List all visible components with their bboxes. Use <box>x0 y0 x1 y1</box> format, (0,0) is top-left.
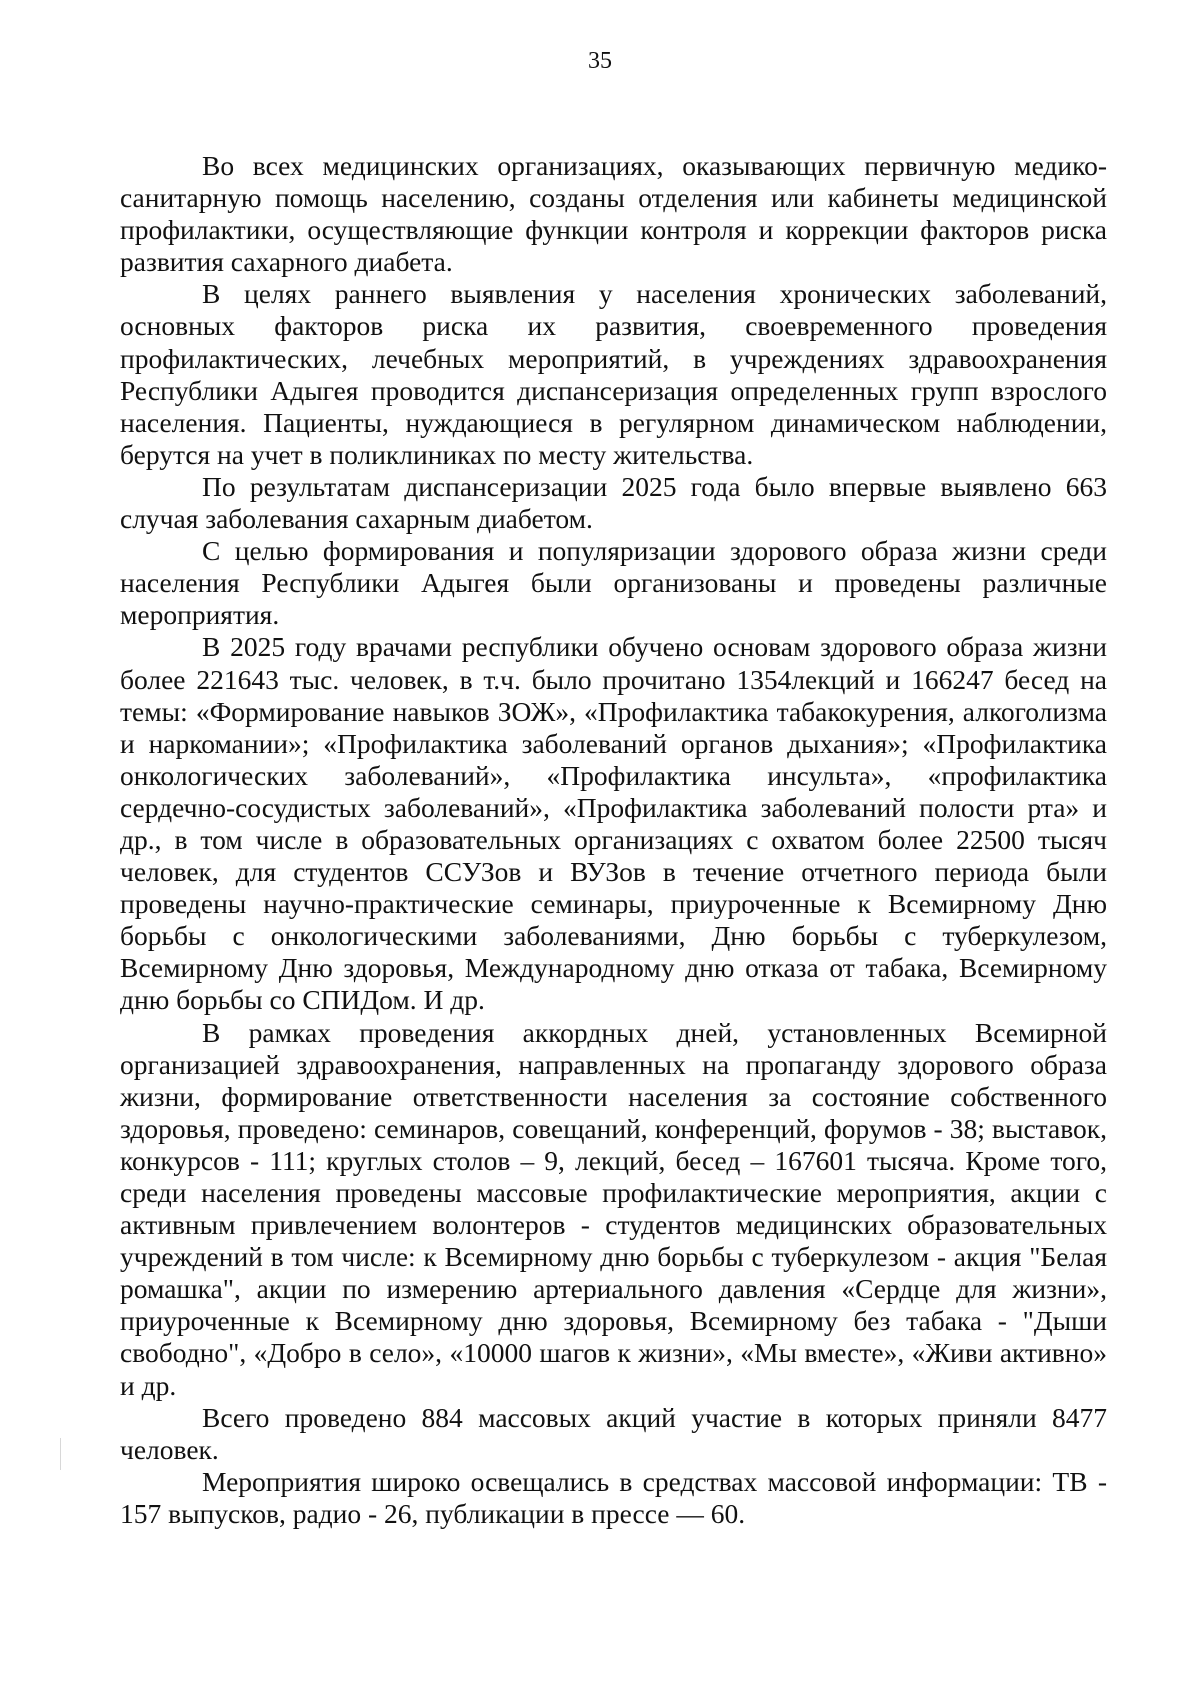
paragraph-lectures-and-talks: В 2025 году врачами республики обучено основам здорового образа жизни более 221643 тыс. человек, в т.ч. было прочитано 1354лекций и 166247 бесед на темы: «Формирование навыков ЗОЖ», «Профилактика табакокурения, алкоголизма и наркомании»; «Профилактика заболеваний органов дыхания»; «Профилактика онкологических заболеваний», «Профилактика инсульта», «профилактика сердечно-сосудистых заболеваний», «Профилактика заболеваний полости рта» и др., в том числе в образовательных организациях с охватом более 22500 тысяч человек, для студентов ССУЗов и ВУЗов в течение отчетного периода были проведены научно-практические семинары, приуроченные к Всемирному Дню борьбы с онкологическими заболеваниями, Дню борьбы с туберкулезом, Всемирному Дню здоровья, Международному дню отказа от табака, Всемирному дню борьбы со СПИДом. И др. <box>120 631 1107 1016</box>
paragraph-healthy-lifestyle-events: С целью формирования и популяризации здорового образа жизни среди населения Республики Адыгея были организованы и проведены различные мероприятия. <box>120 535 1107 631</box>
paragraph-dispensary-screening: В целях раннего выявления у населения хронических заболеваний, основных факторов риска их развития, своевременного проведения профилактических, лечебных мероприятий, в учреждениях здравоохранения Республики Адыгея проводится диспансеризация определенных групп взрослого населения. Пациенты, нуждающиеся в регулярном динамическом наблюдении, берутся на учет в поликлиниках по месту жительства. <box>120 278 1107 470</box>
page-number: 35 <box>588 48 612 74</box>
paragraph-mass-actions-total: Всего проведено 884 массовых акций участие в которых приняли 8477 человек. <box>120 1401 1107 1465</box>
paragraph-health-days-campaigns: В рамках проведения аккордных дней, установленных Всемирной организацией здравоохранения, направленных на пропаганду здорового образа жизни, формирование ответственности населения за состояние собственного здоровья, проведено: семинаров, совещаний, конференций, форумов - 38; выставок, конкурсов - 111; круглых столов – 9, лекций, бесед – 167601 тысяча. Кроме того, среди населения проведены массовые профилактические мероприятия, акции с активным привлечением волонтеров - студентов медицинских образовательных учреждений в том числе: к Всемирному дню борьбы с туберкулезом - акция "Белая ромашка", акции по измерению артериального давления «Сердце для жизни», приуроченные к Всемирному дню здоровья, Всемирному без табака - "Дыши свободно", «Добро в село», «10000 шагов к жизни», «Мы вместе», «Живи активно» и др. <box>120 1016 1107 1401</box>
document-body <box>120 150 1107 1530</box>
scan-margin-mark <box>60 1438 61 1470</box>
paragraph-media-coverage: Мероприятия широко освещались в средствах массовой информации: ТВ - 157 выпусков, радио - 26, публикации в прессе — 60. <box>120 1465 1107 1529</box>
paragraph-screening-results: По результатам диспансеризации 2025 года было впервые выявлено 663 случая заболевания сахарным диабетом. <box>120 470 1107 535</box>
paragraph-diabetes-prevention-units: Во всех медицинских организациях, оказывающих первичную медико-санитарную помощь населению, созданы отделения или кабинеты медицинской профилактики, осуществляющие функции контроля и коррекции факторов риска развития сахарного диабета. <box>120 150 1107 278</box>
